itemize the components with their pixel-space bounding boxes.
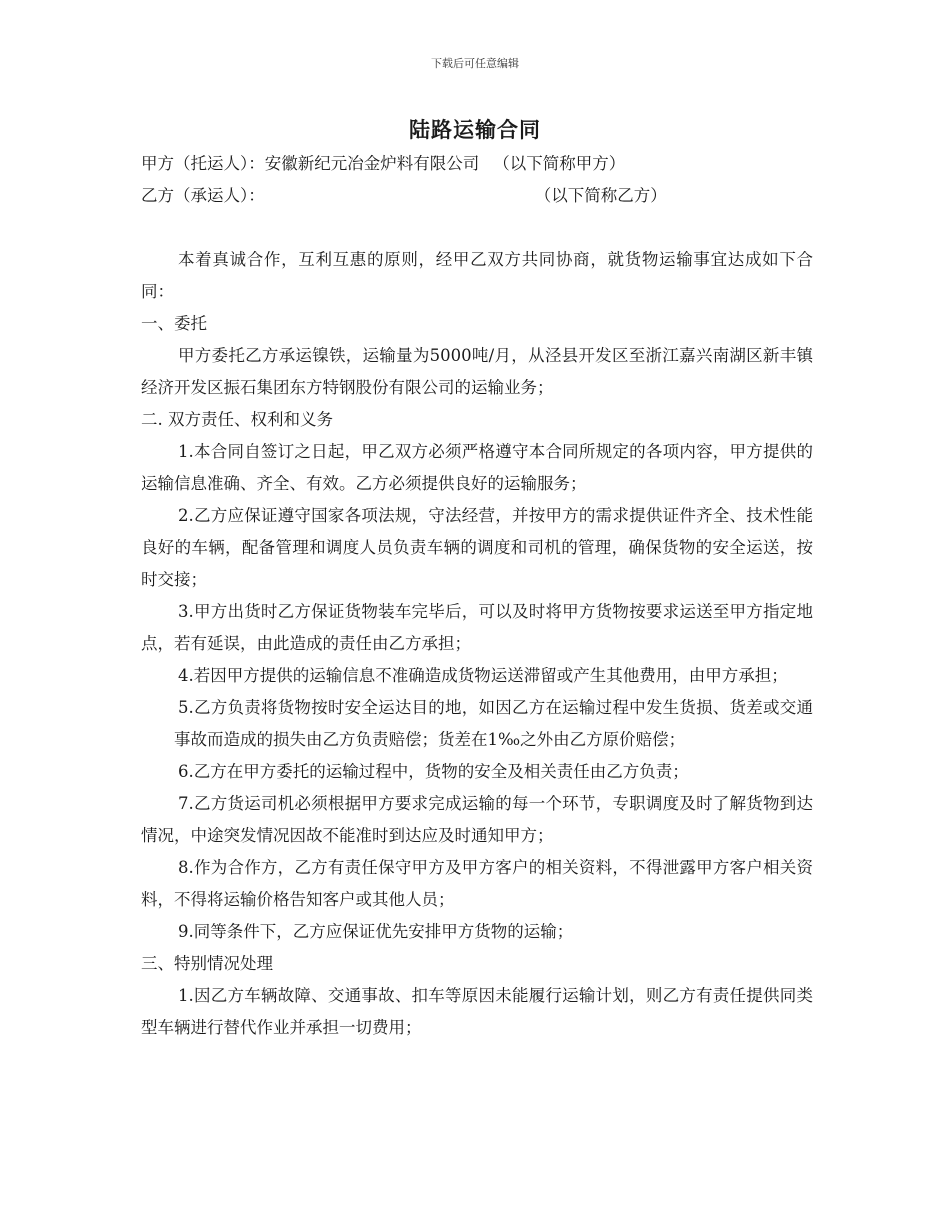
- contract-body: [141, 148, 813, 1044]
- page-header: 下载后可任意编辑: [431, 57, 519, 70]
- party-b-label: 乙方（承运人）：: [141, 186, 265, 205]
- clause-paragraph: 7.乙方货运司机必须根据甲方要求完成运输的每一个环节，专职调度及时了解货物到达情况，中途突发情况因故不能准时到达应及时通知甲方；: [141, 794, 813, 845]
- section-heading: 二. 双方责任、权利和义务: [141, 410, 333, 429]
- clause-paragraph: 1.本合同自签订之日起，甲乙双方必须严格遵守本合同所规定的各项内容，甲方提供的运输信息准确、齐全、有效。乙方必须提供良好的运输服务；: [141, 442, 813, 493]
- party-b-abbr: （以下简称乙方）: [534, 186, 667, 205]
- clause-paragraph: 4.若因甲方提供的运输信息不准确造成货物运送滞留或产生其他费用，由甲方承担；: [178, 666, 788, 685]
- clause-paragraph: 1.因乙方车辆故障、交通事故、扣车等原因未能履行运输计划，则乙方有责任提供同类型车辆进行替代作业并承担一切费用；: [141, 986, 813, 1037]
- clause-paragraph: 6.乙方在甲方委托的运输过程中，货物的安全及相关责任由乙方负责；: [178, 762, 689, 781]
- intro-paragraph: 本着真诚合作，互利互惠的原则，经甲乙双方共同协商，就货物运输事宜达成如下合同：: [141, 250, 813, 301]
- party-a-name: 安徽新纪元冶金炉料有限公司: [264, 154, 480, 173]
- party-a-abbr: （以下简称甲方）: [493, 154, 626, 173]
- clause-paragraph: 3.甲方出货时乙方保证货物装车完毕后，可以及时将甲方货物按要求运送至甲方指定地点，若有延误，由此造成的责任由乙方承担；: [141, 602, 813, 653]
- section-heading: 三、特别情况处理: [141, 954, 273, 973]
- clause-paragraph: 9.同等条件下，乙方应保证优先安排甲方货物的运输；: [178, 922, 574, 941]
- clause-paragraph: 2.乙方应保证遵守国家各项法规，守法经营，并按甲方的需求提供证件齐全、技术性能良好的车辆，配备管理和调度人员负责车辆的调度和司机的管理，确保货物的安全运送，按时交接；: [141, 506, 813, 589]
- clause-paragraph: 8.作为合作方，乙方有责任保守甲方及甲方客户的相关资料，不得泄露甲方客户相关资料，不得将运输价格告知客户或其他人员；: [141, 858, 813, 909]
- clause-paragraph: 5.乙方负责将货物按时安全运达目的地，如因乙方在运输过程中发生货损、货差或交通事故而造成的损失由乙方负责赔偿；货差在1‰之外由乙方原价赔偿；: [174, 698, 813, 749]
- party-a-label: 甲方（托运人）：: [141, 154, 265, 173]
- section-heading: 一、委托: [141, 314, 207, 333]
- party-a-line: [141, 148, 813, 180]
- party-b-line: [141, 180, 813, 212]
- section-paragraph: 甲方委托乙方承运镍铁，运输量为5000吨/月，从泾县开发区至浙江嘉兴南湖区新丰镇经济开发区振石集团东方特钢股份有限公司的运输业务；: [141, 346, 813, 397]
- contract-title: 陆路运输合同: [409, 117, 541, 142]
